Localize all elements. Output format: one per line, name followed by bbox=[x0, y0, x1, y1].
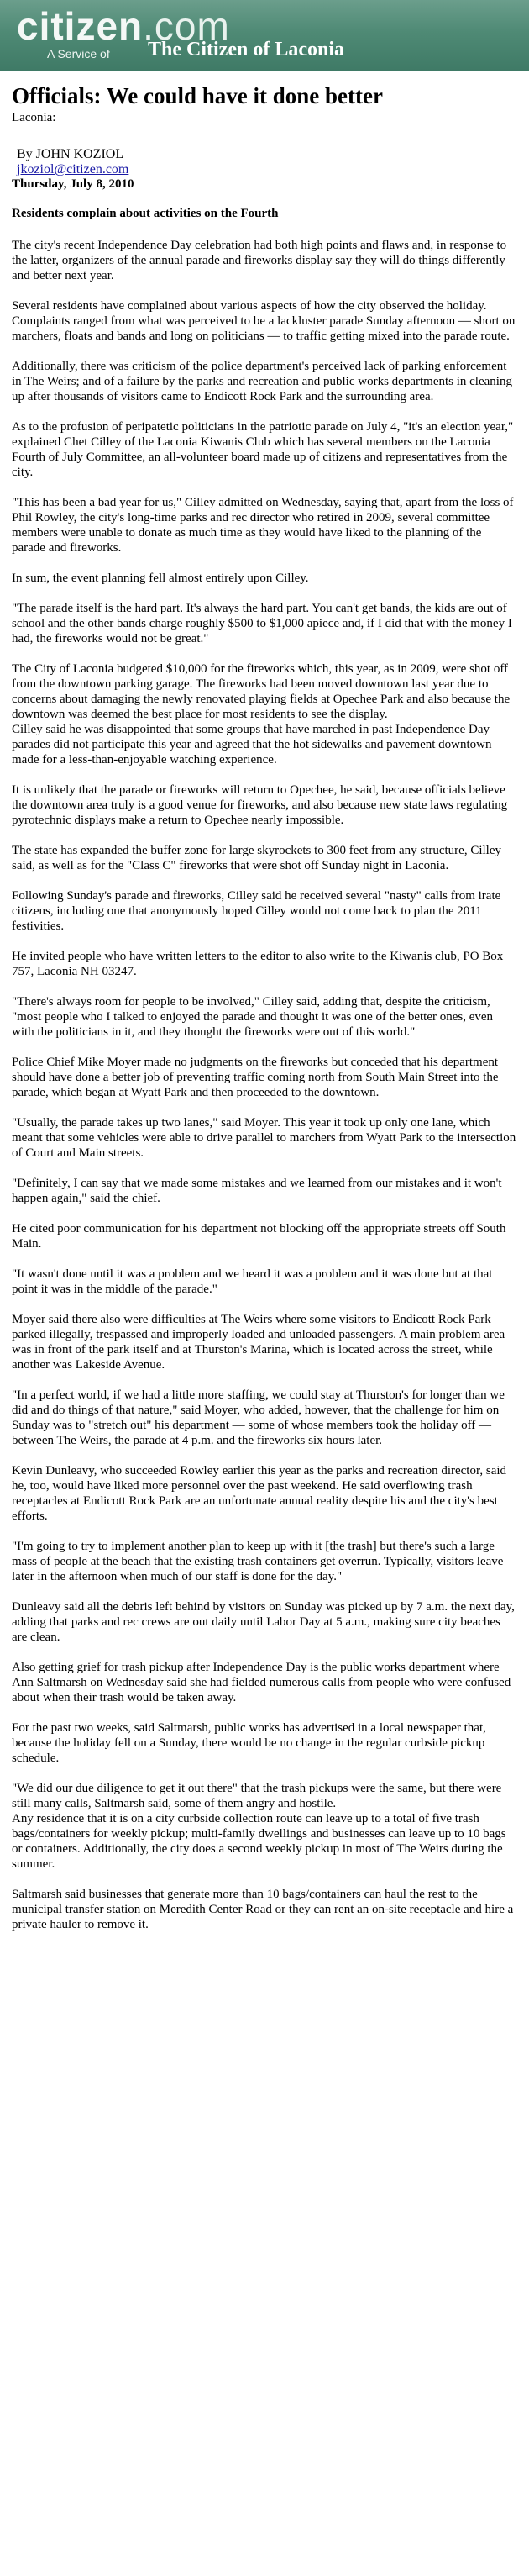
article-paragraph: The city's recent Independence Day celebration had both high points and flaws and, in response to the latter, organizers of the annual parade and fireworks display say they will do things differently and better next year. bbox=[12, 239, 507, 282]
article bbox=[0, 71, 529, 1956]
article-paragraph: "I'm going to try to implement another plan to keep up with it [the trash] but there's such a large mass of people at the beach that the existing trash containers get overrun. Typically, visitors leave later in the afternoon when much of our staff is done for the day." bbox=[12, 1540, 504, 1583]
author-email bbox=[17, 162, 517, 177]
article-paragraph: The state has expanded the buffer zone for large skyrockets to 300 feet from any structure, Cilley said, as well as for the "Class C" fireworks that were shot off Sunday night in Laconia. bbox=[12, 844, 501, 872]
author-email-link[interactable]: jkoziol@citizen.com bbox=[17, 162, 129, 176]
article-paragraph: He cited poor communication for his department not blocking off the appropriate streets off South Main. bbox=[12, 1222, 506, 1251]
article-paragraph: Any residence that it is on a city curbside collection route can leave up to a total of five trash bags/containers for weekly pickup; multi-family dwellings and businesses can leave up to 10 bags or containers. Additionally, the city does a second weekly pickup in most of The Weirs during the summer. bbox=[12, 1812, 506, 1871]
article-paragraph: Moyer said there also were difficulties at The Weirs where some visitors to Endicott Rock Park parked illegally, trespassed and improperly loaded and unloaded passengers. A main problem area was in front of the park itself and at Thurston's Marina, which is located across the street, while another was Lakeside Avenue. bbox=[12, 1313, 505, 1372]
article-paragraph: He invited people who have written letters to the editor to also write to the Kiwanis club, PO Box 757, Laconia NH 03247. bbox=[12, 950, 504, 978]
article-paragraph: "There's always room for people to be involved," Cilley said, adding that, despite the criticism, "most people who I talked to enjoyed the parade and thought it was one of the better ones, even with the politicians in it, and they thought the fireworks were out of this world." bbox=[12, 995, 494, 1039]
article-paragraph: Additionally, there was criticism of the police department's perceived lack of parking enforcement in The Weirs; and of a failure by the parks and recreation and public works departments in cleaning up after thousands of visitors came to Endicott Rock Park and the surrounding area. bbox=[12, 360, 512, 403]
logo-suffix: .com bbox=[143, 4, 230, 48]
article-paragraph: "We did our due diligence to get it out there" that the trash pickups were the same, but there were still many calls, Saltmarsh said, some of them angry and hostile. bbox=[12, 1782, 502, 1810]
article-paragraph: As to the profusion of peripatetic politicians in the patriotic parade on July 4, "it's an election year," explained Chet Cilley of the Laconia Kiwanis Club which has several members on the Laconia Fourth of July Committee, an all-volunteer board made up of citizens and representatives from the city. bbox=[12, 420, 514, 479]
article-paragraph: "It wasn't done until it was a problem and we heard it was a problem and it was done but at that point it was in the middle of the parade." bbox=[12, 1267, 493, 1296]
article-paragraph: The City of Laconia budgeted $10,000 for the fireworks which, this year, as in 2009, were shot off from the downtown parking garage. The fireworks had been moved downtown last year due to concerns about damaging the newly renovated playing fields at Opechee Park and also because the downtown was deemed the best place for most residents to see the display. bbox=[12, 662, 511, 721]
banner-brand: The Citizen of Laconia bbox=[148, 39, 344, 61]
article-title: Officials: We could have it done better bbox=[12, 83, 383, 108]
article-paragraph: "Definitely, I can say that we made some mistakes and we learned from our mistakes and it won't happen again," said the chief. bbox=[12, 1177, 502, 1205]
article-paragraph: Following Sunday's parade and fireworks, Cilley said he received several "nasty" calls from irate citizens, including one that anonymously hoped Cilley would not come back to plan the 2011 festivities. bbox=[12, 889, 501, 933]
article-paragraph: For the past two weeks, said Saltmarsh, public works has advertised in a local newspaper that, because the holiday fell on a Sunday, there would be no change in the regular curbside pickup schedule. bbox=[12, 1721, 486, 1765]
article-paragraph: Cilley said he was disappointed that some groups that have marched in past Independence Day parades did not participate this year and agreed that the hot sidewalks and pavement downtown made for a less-than-enjoyable watching experience. bbox=[12, 723, 492, 766]
article-dateline: Laconia: bbox=[12, 111, 56, 124]
article-paragraph: "The parade itself is the hard part. It's always the hard part. You can't get bands, the kids are out of school and the other bands charge roughly $500 to $1,000 apiece and, if I did that with the money I had, the fireworks would not be great." bbox=[12, 602, 512, 645]
article-paragraph: Police Chief Mike Moyer made no judgments on the fireworks but conceded that his department should have done a better job of preventing traffic coming north from South Main Street into the parade, which began at Wyatt Park and then proceeded to the downtown. bbox=[12, 1056, 499, 1099]
article-paragraph: It is unlikely that the parade or fireworks will return to Opechee, he said, because officials believe the downtown area truly is a good venue for fireworks, and also because new state laws regulating pyrotechnic displays make a return to Opechee nearly impossible. bbox=[12, 783, 508, 827]
article-paragraph: Several residents have complained about various aspects of how the city observed the holiday. Complaints ranged from what was perceived to be a lackluster parade Sunday afternoon — short on marchers, floats and bands and long on politicians — to traffic getting mixed into the parade route. bbox=[12, 299, 516, 343]
banner-tagline: A Service of bbox=[47, 47, 110, 61]
article-paragraph: "Usually, the parade takes up two lanes," said Moyer. This year it took up only one lane, which meant that some vehicles were able to drive parallel to marchers from Wyatt Park to the intersection of Court and Main streets. bbox=[12, 1116, 516, 1160]
article-paragraph: "This has been a bad year for us," Cilley admitted on Wednesday, saying that, apart from the loss of Phil Rowley, the city's long-time parks and rec director who retired in 2009, several committee members were unable to donate as much time as they would have liked to the planning of the parade and fireworks. bbox=[12, 496, 514, 555]
article-paragraph: "In a perfect world, if we had a little more staffing, we could stay at Thurston's for longer than we did and do things of that nature," said Moyer, who added, however, that the challenge for him on Sunday was to "stretch out" his department — some of whose members took the holiday off — between The Weirs, the parade at 4 p.m. and the fireworks six hours later. bbox=[12, 1388, 505, 1447]
article-paragraph: Dunleavy said all the debris left behind by visitors on Sunday was picked up by 7 a.m. the next day, adding that parks and rec crews are out daily until Labor Day at 5 a.m., making sure city beaches are clean. bbox=[12, 1600, 515, 1644]
article-paragraph: Also getting grief for trash pickup after Independence Day is the public works department where Ann Saltmarsh on Wednesday said she had fielded numerous calls from people who were confused about when their trash would be taken away. bbox=[12, 1661, 511, 1704]
logo-wordmark: citizen bbox=[17, 4, 144, 48]
article-paragraph: Saltmarsh said businesses that generate more than 10 bags/containers can haul the rest to the municipal transfer station on Meredith Center Road or they can rent an on-site receptacle and hire a private hauler to remove it. bbox=[12, 1888, 514, 1931]
article-paragraph: Kevin Dunleavy, who succeeded Rowley earlier this year as the parks and recreation director, said he, too, would have liked more personnel over the past weekend. He said overflowing trash receptacles at Endicott Rock Park are an unfortunate annual reality despite his and the city's best efforts. bbox=[12, 1464, 507, 1523]
site-banner[interactable] bbox=[0, 0, 529, 71]
article-subhead: Residents complain about activities on the Fourth bbox=[12, 207, 279, 220]
article-byline: By JOHN KOZIOL bbox=[17, 147, 124, 161]
article-paragraph: In sum, the event planning fell almost entirely upon Cilley. bbox=[12, 572, 309, 585]
article-date: Thursday, July 8, 2010 bbox=[12, 177, 134, 191]
